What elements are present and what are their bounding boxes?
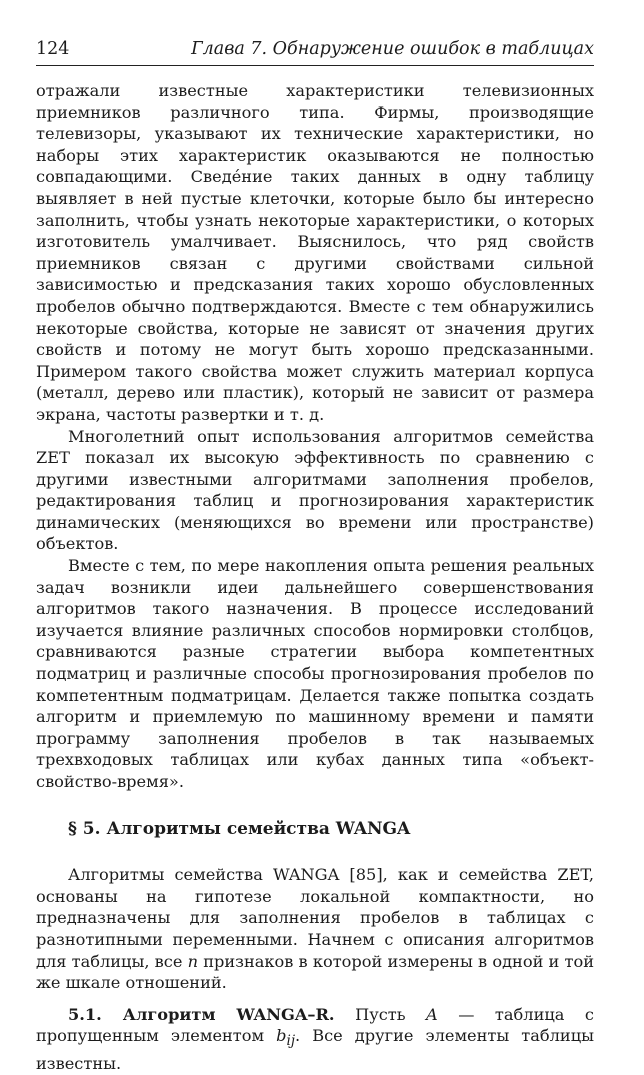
paragraph-4 [36,864,594,994]
subsection-title: 5.1. Алгоритм WANGA–R. [68,1004,335,1024]
p5-text-a: Пусть [334,1004,427,1024]
p4-text-a: Алгоритмы семейства WANGA [85], как и семейства ZET, основаны на гипотезе локальной компактности, но предназначены для заполнения пробелов в таблицах с разнотипными переменными. Начнем с описания алгоритмов для таблицы, все [36,865,594,971]
book-page [36,38,594,1075]
math-n: n [187,951,199,971]
paragraph-2: Многолетний опыт использования алгоритмов семейства ZET показал их высокую эффективность по сравнению с другими известными алгоритмами заполнения пробелов, редактирования таблиц и прогнозирования характеристик динамических (меняющихся во времени или пространстве) объектов. [36,426,594,554]
paragraph-3: Вместе с тем, по мере накопления опыта решения реальных задач возникли идеи дальнейшего совершенствования алгоритмов такого назначения. В процессе исследований изучается влияние различных способов нормировки столбцов, сравниваются разные стратегии выбора компетентных подматриц и различные способы прогнозирования пробелов по компетентным подматрицам. Делается также попытка создать алгоритм и приемлемую по машинному времени и памяти программу заполнения пробелов в так называемых трехвходовых таблицах или кубах данных типа «объект-свойство-время». [36,556,594,791]
paragraph-1: отражали известные характеристики телевизионных приемников различного типа. Фирмы, производящие телевизоры, указывают их технические характеристики, но наборы этих характеристик оказываются не полностью совпадающими. Сведе́ние таких данных в одну таблицу выявляет в ней пустые клеточки, которые было бы интересно заполнить, чтобы узнать некоторые характеристики, о которых изготовитель умалчивает. Выяснилось, что ряд свойств приемников связан с другими свойствами сильной зависимостью и предсказания таких хорошо обусловленных пробелов обычно подтверждаются. Вместе с тем обнаружились некоторые свойства, которые не зависят от значения других свойств и потому не могут быть хорошо предсказанными. Примером такого свойства может служить материал корпуса (металл, дерево или пластик), который не зависит от размера экрана, частоты развертки и т. д. [36,81,594,424]
running-header [36,38,594,66]
math-subscript-ij: ij [286,1033,296,1050]
page-number: 124 [36,39,70,59]
paragraph-5 [36,1004,594,1075]
p4-text-b: признаков в которой измерены в одной и той же шкале отношений. [36,951,594,993]
section-heading: § 5. Алгоритмы семейства WANGA [68,818,411,839]
p5-text-c: . Все другие элементы таблицы известны. [36,1026,594,1074]
math-A: A [426,1004,438,1024]
chapter-title: Глава 7. Обнаружение ошибок в таблицах [191,39,594,59]
math-b: b [276,1026,287,1046]
p5-text-b: — таблица с пропущенным элементом [36,1004,594,1046]
